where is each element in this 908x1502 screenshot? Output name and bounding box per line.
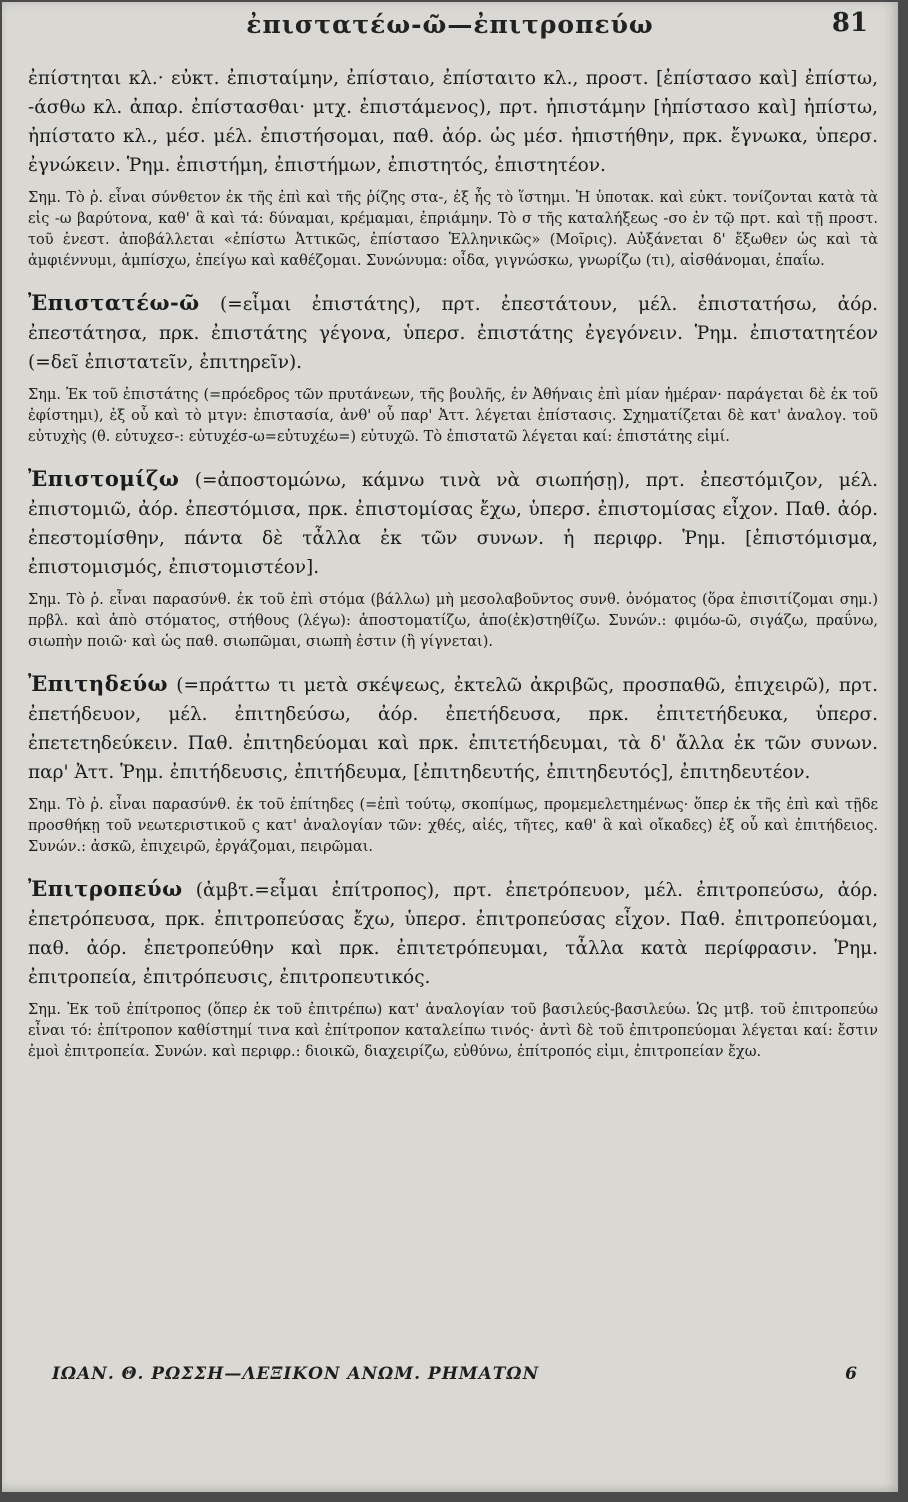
- entry-continuation: [28, 64, 878, 180]
- entry-headword: Ἐπιστομίζω: [28, 466, 180, 491]
- entry-headword: Ἐπιστατέω-ῶ: [28, 290, 200, 315]
- entry-note: Σημ. Τὸ ῥ. εἶναι παρασύνθ. ἐκ τοῦ ἐπὶ στόμα (βάλλω) μὴ μεσολαβοῦντος συνθ. ὀνόματος (ὅρα ἐπισιτίζομαι σημ.) πρβλ. καὶ ἀπὸ στόματος, στήθους (λέγω): ἀποστοματίζω, ἀπο(ἐκ)στηθίζω. Συνών.: φιμόω-ῶ, σιγάζω, πραΰνω, σιωπὴν ποιῶ· καὶ ὡς παθ. σιωπῶμαι, σιωπὴ ἐστιν (ἢ γίγνεται).: [28, 592, 878, 650]
- entry-headword: Ἐπιτηδεύω: [28, 671, 169, 696]
- entry-note: Σημ. Τὸ ῥ. εἶναι παρασύνθ. ἐκ τοῦ ἐπίτηδες (=ἐπὶ τούτῳ, σκοπίμως, προμεμελετημένως· ὅπερ ἐκ τῆς ἐπὶ καὶ τῇδε προσθήκῃ τοῦ νεωτεριστικοῦ ς κατ' ἀναλογίαν τῶν: χθές, αἰές, τῆτες, καθ' ἃ καὶ οἴκαδες) ἐξ οὗ καὶ ἐπιτήδειος. Συνών.: ἀσκῶ, ἐπιχειρῶ, ἐργάζομαι, πειρῶμαι.: [28, 797, 878, 855]
- sheet-number: 6: [845, 1364, 858, 1384]
- dictionary-page: [2, 2, 898, 1492]
- entry-text: (=πράττω τι μετὰ σκέψεως, ἐκτελῶ ἀκριβῶς, προσπαθῶ, ἐπιχειρῶ), πρτ. ἐπετήδευον, μέλ. ἐπιτηδεύσω, ἀόρ. ἐπετήδευσα, πρκ. ἐπιτετήδευκα, ὑπερσ. ἐπετετηδεύκειν. Παθ. ἐπιτηδεύομαι καὶ πρκ. ἐπιτετήδευμαι, τὰ δ' ἄλλα ἐκ τῶν συνων. παρ' Ἀττ. Ῥημ. ἐπιτήδευσις, ἐπιτήδευμα, [ἐπιτηδευτής, ἐπιτηδευτός], ἐπιτηδευτέον.: [28, 675, 878, 783]
- entry-text: (=εἶμαι ἐπιστάτης), πρτ. ἐπεστάτουν, μέλ. ἐπιστατήσω, ἀόρ. ἐπεστάτησα, πρκ. ἐπιστάτης γέγονα, ὑπερσ. ἐπιστάτης ἐγεγόνειν. Ῥημ. ἐπιστατητέον (=δεῖ ἐπιστατεῖν, ἐπιτηρεῖν).: [28, 294, 878, 373]
- entry-epistateo: [28, 288, 878, 377]
- entry-text: (ἀμβτ.=εἶμαι ἐπίτροπος), πρτ. ἐπετρόπευον, μέλ. ἐπιτροπεύσω, ἀόρ. ἐπετρόπευσα, πρκ. ἐπιτροπεύσας ἔχω, ὑπερσ. ἐπιτροπεύσας εἶχον. Παθ. ἐπιτροπεύομαι, παθ. ἀόρ. ἐπετροπεύθην καὶ πρκ. ἐπιτετρόπευμαι, τἆλλα κατὰ περίφρασιν. Ῥημ. ἐπιτροπεία, ἐπιτρόπευσις, ἐπιτροπευτικός.: [28, 880, 878, 988]
- page-header: [2, 2, 898, 56]
- page-footer: [52, 1364, 858, 1384]
- dictionary-entries: [28, 64, 878, 1063]
- entry-epistomizo: [28, 464, 878, 582]
- entry-epitedeuo: [28, 669, 878, 787]
- entry-note: Σημ. Ἐκ τοῦ ἐπιστάτης (=πρόεδρος τῶν πρυτάνεων, τῆς βουλῆς, ἐν Ἀθήναις ἐπὶ μίαν ἡμέραν· παράγεται δὲ ἐκ τοῦ ἐφίστημι), ἐξ οὗ καὶ τὸ μτγν: ἐπιστασία, ἀνθ' οὗ παρ' Ἀττ. λέγεται ἐπίστασις. Σχηματίζεται δὲ κατ' ἀναλογ. τοῦ εὐτυχὴς (θ. εὐτυχεσ-: εὐτυχέσ-ω=εὐτυχέω=) εὐτυχῶ. Τὸ ἐπιστατῶ λέγεται καί: ἐπιστάτης εἰμί.: [28, 387, 878, 445]
- running-head: ἐπιστατέω-ῶ—ἐπιτροπεύω: [246, 10, 654, 39]
- entry-text: ἐπίστηται κλ.· εὐκτ. ἐπισταίμην, ἐπίσταιο, ἐπίσταιτο κλ., προστ. [ἐπίστασο καὶ] ἐπίστω, -άσθω κλ. ἀπαρ. ἐπίστασθαι· μτχ. ἐπιστάμενος), πρτ. ἠπιστάμην [ἠπίστασο καὶ] ἠπίστω, ἠπίστατο κλ., μέσ. μέλ. ἐπιστήσομαι, παθ. ἀόρ. ὡς μέσ. ἠπιστήθην, πρκ. ἔγνωκα, ὑπερσ. ἐγνώκειν. Ῥημ. ἐπιστήμη, ἐπιστήμων, ἐπιστητός, ἐπιστητέον.: [28, 68, 878, 176]
- entry-note: Σημ. Τὸ ῥ. εἶναι σύνθετον ἐκ τῆς ἐπὶ καὶ τῆς ῥίζης στα-, ἐξ ἧς τὸ ἵστημι. Ἡ ὑποτακ. καὶ εὐκτ. τονίζονται κατὰ τὰ εἰς -ω βαρύτονα, καθ' ἃ καὶ τά: δύναμαι, κρέμαμαι, ἐπριάμην. Τὸ σ τῆς καταλήξεως -σο ἐν τῷ πρτ. καὶ τῇ προστ. τοῦ ἐνεστ. ἀποβάλλεται «ἐπίστω Ἀττικῶς, ἐπίστασο Ἑλληνικῶς» (Μοῖρις). Αὐξάνεται δ' ἔξωθεν ὡς καὶ τὰ ἀμφιέννυμι, ἀμπίσχω, ἐπείγω καὶ καθέζομαι. Συνώνυμα: οἶδα, γιγνώσκω, γνωρίζω (τι), αἰσθάνομαι, ἐπαΐω.: [28, 190, 878, 269]
- entry-headword: Ἐπιτροπεύω: [28, 876, 183, 901]
- entry-text: (=ἀποστομώνω, κάμνω τινὰ νὰ σιωπήσῃ), πρτ. ἐπεστόμιζον, μέλ. ἐπιστομιῶ, ἀόρ. ἐπεστόμισα, πρκ. ἐπιστομίσας ἔχω, ὑπερσ. ἐπιστομίσας εἶχον. Παθ. ἀόρ. ἐπεστομίσθην, πάντα δὲ τἆλλα ἐκ τῶν συνων. ἡ περιφρ. Ῥημ. [ἐπιστόμισμα, ἐπιστομισμός, ἐπιστομιστέον].: [28, 470, 878, 578]
- page-number: 81: [831, 8, 868, 38]
- printer-signature: ΙΩΑΝ. Θ. ΡΩΣΣΗ—ΛΕΞΙΚΟΝ ΑΝΩΜ. ΡΗΜΑΤΩΝ: [52, 1364, 540, 1384]
- entry-epitropeuo: [28, 874, 878, 992]
- entry-note: Σημ. Ἐκ τοῦ ἐπίτροπος (ὅπερ ἐκ τοῦ ἐπιτρέπω) κατ' ἀναλογίαν τοῦ βασιλεύς-βασιλεύω. Ὡς μτβ. τοῦ ἐπιτροπεύω εἶναι τό: ἐπίτροπον καθίστημί τινα καὶ ἐπίτροπον καταλείπω τινός· ἀντὶ δὲ τοῦ ἐπιτροπεύομαι λέγεται καί: ἔστιν ἐμοὶ ἐπιτροπεία. Συνών. καὶ περιφρ.: διοικῶ, διαχειρίζω, εὐθύνω, ἐπίτροπός εἰμι, ἐπιτροπείαν ἔχω.: [28, 1002, 878, 1060]
